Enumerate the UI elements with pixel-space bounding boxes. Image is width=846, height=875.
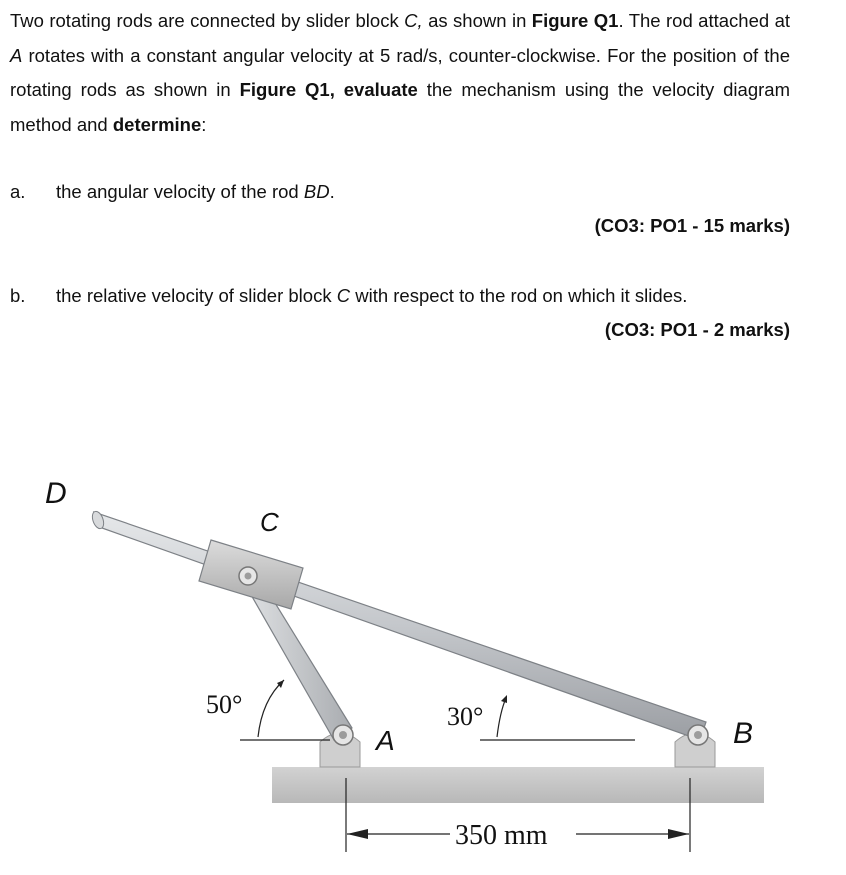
label-D: D bbox=[45, 477, 67, 510]
part-a-letter: a. bbox=[10, 181, 26, 202]
angle-label-30: 30° bbox=[447, 702, 484, 731]
part-b-letter: b. bbox=[10, 285, 26, 306]
pin-A-center bbox=[339, 731, 347, 739]
part-a-question: the angular velocity of the rod BD. bbox=[56, 181, 335, 202]
label-A: A bbox=[376, 725, 395, 756]
angle-label-50: 50° bbox=[206, 690, 243, 719]
pin-B-center bbox=[694, 731, 702, 739]
angle-arrow-30 bbox=[501, 695, 507, 703]
part-b-marks: (CO3: PO1 - 2 marks) bbox=[604, 319, 790, 340]
dimension-arrow-right bbox=[668, 829, 689, 839]
label-B: B bbox=[733, 717, 754, 750]
pin-C-center bbox=[245, 573, 252, 580]
dimension-label: 350 mm bbox=[455, 820, 548, 851]
angle-arc-50 bbox=[258, 680, 284, 737]
part-b-question: the relative velocity of slider block C with respect to the rod on which it slides. bbox=[56, 285, 688, 306]
label-C: C bbox=[260, 507, 279, 537]
problem-statement: Two rotating rods are connected by slider block C, as shown in Figure Q1. The rod attached at A rotates with a constant angular velocity at 5 rad/s, counter-clockwise. For the position of the rotating rods as shown in Figure Q1, evaluate the mechanism using the velocity diagram method and determine: bbox=[10, 10, 791, 135]
part-a-marks: (CO3: PO1 - 15 marks) bbox=[594, 215, 790, 236]
rod-BD bbox=[94, 512, 706, 740]
dimension-arrow-left bbox=[347, 829, 368, 839]
angle-arc-30 bbox=[497, 698, 506, 737]
